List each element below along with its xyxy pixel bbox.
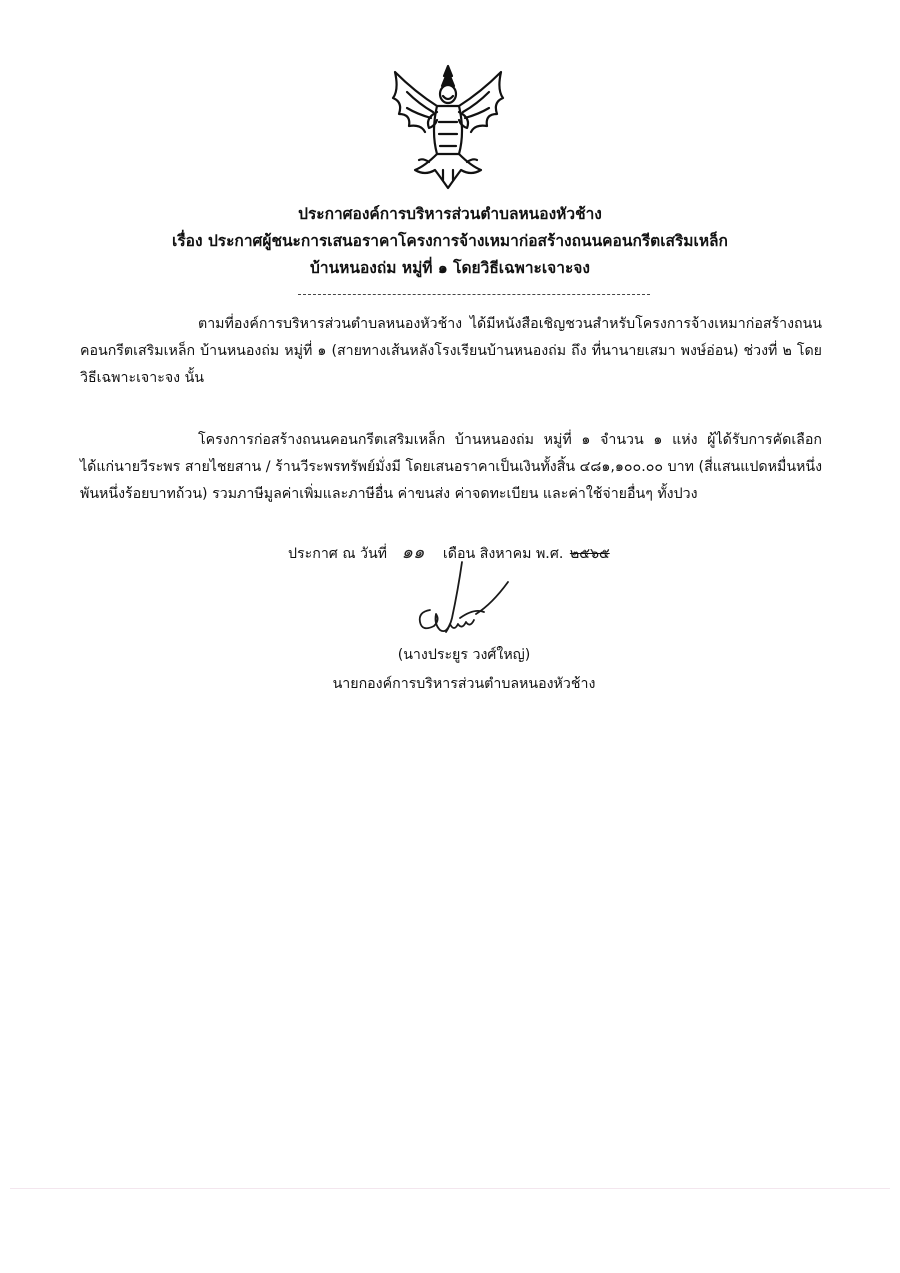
- announcement-day: ๑๑: [401, 542, 425, 563]
- paragraph-2-text: โครงการก่อสร้างถนนคอนกรีตเสริมเหล็ก บ้านหนองถ่ม หมู่ที่ ๑ จำนวน ๑ แห่ง ผู้ได้รับการคัดเลือก ได้แก่นายวีระพร สายไชยสาน / ร้านวีระพรทรัพย์มั่งมี โดยเสนอราคาเป็นเงินทั้งสิ้น ๔๘๑,๑๐๐.๐๐ บาท (สี่แสนแปดหมื่นหนึ่งพันหนึ่งร้อยบาทถ้วน) รวมภาษีมูลค่าเพิ่มและภาษีอื่น ค่าขนส่ง ค่าจดทะเบียน และค่าใช้จ่ายอื่นๆ ทั้งปวง: [80, 432, 822, 502]
- document-subject-continued: บ้านหนองถ่ม หมู่ที่ ๑ โดยวิธีเฉพาะเจาะจง: [310, 259, 590, 277]
- signature-mark: [400, 560, 510, 642]
- signer-name: (นางประยูร วงศ์ใหญ่): [397, 647, 531, 663]
- announcement-month-label: เดือน สิงหาคม พ.ศ.: [442, 546, 564, 562]
- document-subject: เรื่อง ประกาศผู้ชนะการเสนอราคาโครงการจ้างเหมาก่อสร้างถนนคอนกรีตเสริมเหล็ก: [172, 232, 728, 250]
- signer-position: นายกองค์การบริหารส่วนตำบลหนองหัวช้าง: [332, 676, 596, 692]
- document-title: ประกาศองค์การบริหารส่วนตำบลหนองหัวช้าง: [298, 205, 602, 223]
- page-bottom-divider: [10, 1188, 890, 1189]
- paragraph-1-text: ตามที่องค์การบริหารส่วนตำบลหนองหัวช้าง ได้มีหนังสือเชิญชวนสำหรับโครงการจ้างเหมาก่อสร้างถนนคอนกรีตเสริมเหล็ก บ้านหนองถ่ม หมู่ที่ ๑ (สายทางเส้นหลังโรงเรียนบ้านหนองถ่ม ถึง ที่นานายเสมา พงษ์อ่อน) ช่วงที่ ๒ โดยวิธีเฉพาะเจาะจง นั้น: [80, 316, 822, 386]
- garuda-emblem-icon: [385, 62, 511, 192]
- body-paragraph-1: [80, 311, 822, 392]
- body-paragraph-2: [80, 427, 822, 508]
- announcement-year: ๒๕๖๕: [569, 546, 610, 562]
- announcement-label: ประกาศ ณ วันที่: [288, 546, 388, 562]
- title-divider: [298, 294, 650, 295]
